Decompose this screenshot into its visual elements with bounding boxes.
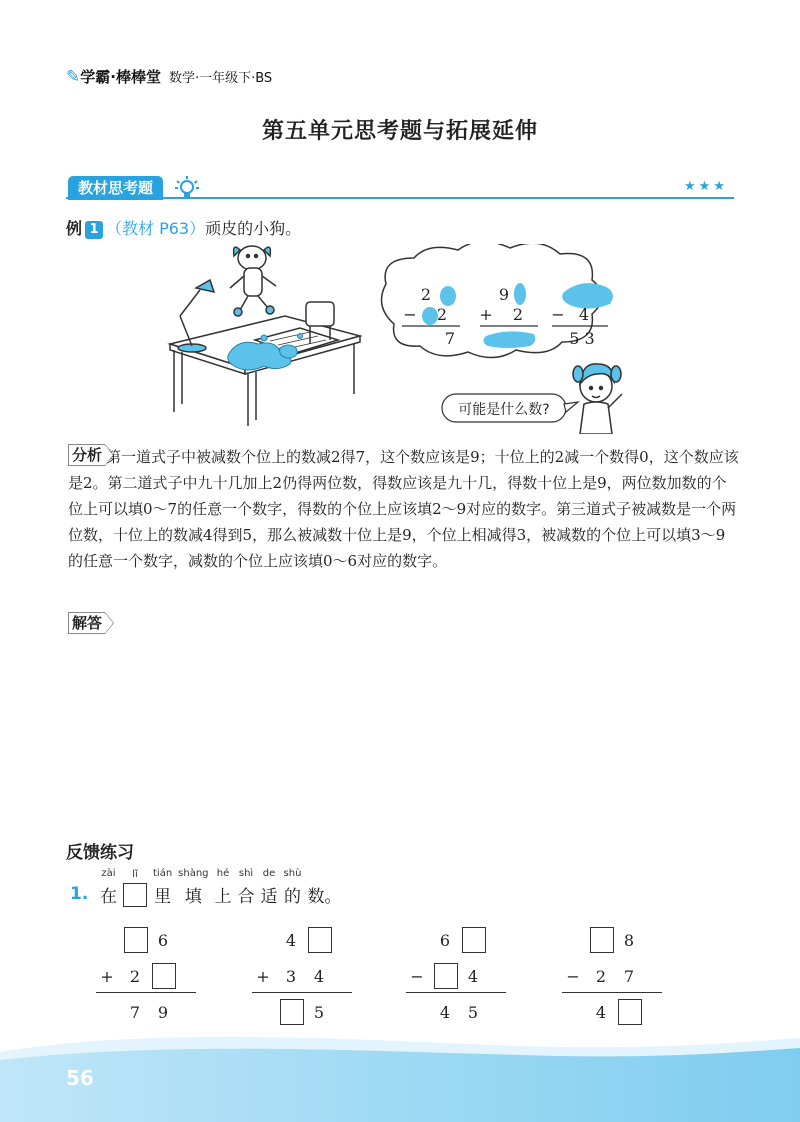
brand-name: 学霸·棒棒堂 — [80, 68, 161, 86]
answer-box[interactable] — [618, 999, 642, 1025]
pinyin: zài — [101, 868, 116, 879]
desk-drawing — [170, 316, 360, 426]
instruction-blank — [123, 869, 147, 907]
page-number: 56 — [66, 1066, 94, 1090]
instruction-char — [215, 868, 232, 907]
digit: 8 — [623, 931, 635, 950]
pinyin: hé — [216, 868, 230, 879]
ink-blot — [440, 286, 456, 306]
problem-rule — [406, 992, 506, 993]
instruction-char — [284, 868, 302, 907]
ink-blot — [422, 307, 438, 325]
girl-drawing — [573, 364, 622, 434]
answer-box[interactable] — [124, 927, 148, 953]
digit: 6 — [439, 931, 451, 950]
pinyin — [307, 868, 341, 882]
instruction-char — [100, 868, 117, 907]
section-divider — [66, 197, 734, 199]
p1-top-digit: 2 — [420, 285, 432, 304]
brand-logo-icon: ✎ — [66, 67, 81, 87]
problem-rule — [96, 992, 196, 993]
digit: 5 — [467, 1003, 479, 1022]
p1-operator: − — [403, 305, 417, 324]
digit: 3 — [285, 967, 297, 986]
operator: − — [566, 967, 580, 986]
digit: 4 — [313, 967, 325, 986]
example-reference: （教材 P63） — [106, 219, 206, 238]
answer-box[interactable] — [308, 927, 332, 953]
speech-bubble — [442, 394, 578, 422]
question-instruction — [100, 868, 347, 907]
p2-top-digit: 9 — [498, 285, 510, 304]
digit: 2 — [129, 967, 141, 986]
p3-mid-digit: 4 — [578, 305, 590, 324]
hanzi: 合 — [237, 887, 255, 907]
instruction-char — [153, 868, 172, 907]
dog-drawing — [230, 246, 276, 316]
problem-rule — [252, 992, 352, 993]
instruction-char — [238, 868, 255, 907]
p2-operator: + — [479, 305, 493, 324]
operator: − — [410, 967, 424, 986]
answer-box[interactable] — [434, 963, 458, 989]
p3-result: 5 3 — [569, 329, 595, 348]
pinyin: shì — [238, 868, 254, 879]
analysis-paragraph: 第一道式子中被减数个位上的数减2得7，这个数应该是9；十位上的2减一个数得0，这个数应该是2。第二道式子中九十几加上2仍得两位数，得数应该是九十几，得数十位上是9，两位数加数的个位上可以填0～7的任意一个数字，得数的个位上应该填2～9对应的数字。第三道式子被减数是一个两位数，十位上的数减4得到5，那么被减数十位上是9，个位上相减得3，被减数的个位上可以填3～9的任意一个数字，减数的个位上应该填0～6对应的数字。 — [68, 448, 739, 570]
digit: 5 — [313, 1003, 325, 1022]
difficulty-stars: ★★★ — [684, 179, 728, 194]
digit: 6 — [157, 931, 169, 950]
digit: 4 — [467, 967, 479, 986]
pinyin: lǐ — [132, 869, 138, 880]
example-text: 顽皮的小狗。 — [205, 219, 302, 238]
answer-box[interactable] — [152, 963, 176, 989]
example-heading — [66, 216, 301, 239]
hanzi: 的 — [283, 887, 301, 907]
digit: 9 — [157, 1003, 169, 1022]
answer-label: 解答 — [68, 612, 105, 634]
operator: + — [100, 967, 114, 986]
example-illustration — [160, 244, 650, 434]
instruction-char — [307, 868, 341, 907]
hanzi: 数。 — [307, 887, 342, 907]
pinyin: tián — [153, 868, 173, 879]
digit: 7 — [129, 1003, 141, 1022]
example-prefix: 例 — [66, 219, 83, 238]
p2-mid-digit: 2 — [512, 305, 524, 324]
hanzi: 适 — [260, 887, 278, 907]
instruction-char — [261, 868, 278, 907]
hanzi: 填 — [184, 887, 202, 907]
answer-box[interactable] — [280, 999, 304, 1025]
footer-wave — [0, 1030, 800, 1122]
pinyin: shàng — [178, 868, 209, 879]
example-number: 1 — [85, 221, 103, 239]
p3-operator: − — [551, 305, 565, 324]
lightbulb-icon — [174, 175, 200, 199]
question-number: 1. — [70, 884, 89, 904]
pinyin: de — [262, 868, 276, 879]
section-label: 教材思考题 — [68, 176, 163, 200]
digit: 2 — [595, 967, 607, 986]
hanzi: 上 — [214, 887, 232, 907]
instruction-char — [178, 868, 208, 907]
digit: 4 — [439, 1003, 451, 1022]
brand-header — [66, 66, 272, 87]
digit: 4 — [285, 931, 297, 950]
pinyin: shù — [283, 868, 302, 879]
speech-text: 可能是什么数? — [458, 402, 550, 418]
analysis-label: 分析 — [68, 444, 105, 466]
p1-mid-digit: 2 — [436, 305, 448, 324]
p1-result: 7 — [444, 329, 456, 348]
problem-rule — [562, 992, 662, 993]
feedback-title: 反馈练习 — [66, 843, 134, 863]
answer-label-wrap — [68, 612, 105, 634]
blank-box-icon — [123, 883, 147, 907]
answer-box[interactable] — [590, 927, 614, 953]
ink-blot — [514, 283, 526, 305]
hanzi: 在 — [100, 887, 117, 907]
operator: + — [256, 967, 270, 986]
digit: 7 — [623, 967, 635, 986]
book-subtitle: 数学·一年级下·BS — [168, 71, 273, 86]
hanzi: 里 — [154, 887, 172, 907]
digit: 4 — [595, 1003, 607, 1022]
page-title: 第五单元思考题与拓展延伸 — [261, 119, 538, 144]
answer-box[interactable] — [462, 927, 486, 953]
